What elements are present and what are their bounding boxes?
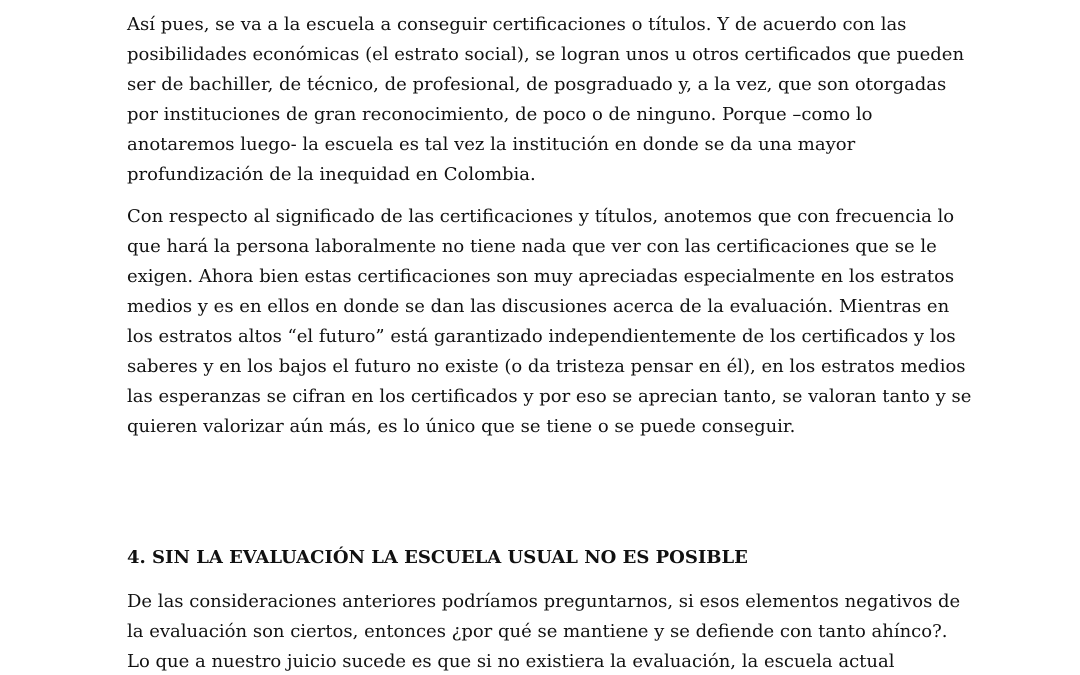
- paragraph-line: la evaluación son ciertos, entonces ¿por qué se mantiene y se defiende con tanto ahínco?.: [127, 621, 948, 642]
- paragraph-line: los estratos altos “el futuro” está garantizado independientemente de los certificados y los: [127, 326, 956, 347]
- paragraph-line: Con respecto al significado de las certificaciones y títulos, anotemos que con frecuencia lo: [127, 206, 955, 227]
- paragraph-line: exigen. Ahora bien estas certificaciones son muy apreciadas especialmente en los estratos: [127, 266, 955, 287]
- paragraph-line: anotaremos luego- la escuela es tal vez la institución en donde se da una mayor: [127, 134, 856, 155]
- paragraph-line: posibilidades económicas (el estrato social), se logran unos u otros certificados que pueden: [127, 44, 965, 65]
- paragraph-certificaciones: [127, 10, 965, 190]
- paragraph-line: Lo que a nuestro juicio sucede es que si no existiera la evaluación, la escuela actual: [127, 651, 895, 672]
- paragraph-line: Así pues, se va a la escuela a conseguir certificaciones o títulos. Y de acuerdo con las: [127, 14, 907, 35]
- paragraph-line: quieren valorizar aún más, es lo único que se tiene o se puede conseguir.: [127, 416, 796, 437]
- paragraph-line: ser de bachiller, de técnico, de profesional, de posgraduado y, a la vez, que son otorgadas: [127, 74, 947, 95]
- paragraph-line: saberes y en los bajos el futuro no existe (o da tristeza pensar en él), en los estratos medios: [127, 356, 966, 377]
- paragraph-line: por instituciones de gran reconocimiento, de poco o de ninguno. Porque –como lo: [127, 104, 873, 125]
- paragraph-line: De las consideraciones anteriores podríamos preguntarnos, si esos elementos negativos de: [127, 591, 961, 612]
- paragraph-line: medios y es en ellos en donde se dan las discusiones acerca de la evaluación. Mientras en: [127, 296, 950, 317]
- paragraph-line: las esperanzas se cifran en los certificados y por eso se aprecian tanto, se valoran tanto y se: [127, 386, 972, 407]
- paragraph-line: profundización de la inequidad en Colombia.: [127, 164, 536, 185]
- paragraph-line: que hará la persona laboralmente no tiene nada que ver con las certificaciones que se le: [127, 236, 937, 257]
- paragraph-significado-titulos: [127, 202, 972, 442]
- section-heading: 4. SIN LA EVALUACIÓN LA ESCUELA USUAL NO ES POSIBLE: [127, 547, 748, 568]
- paragraph-consideraciones: [127, 587, 961, 675]
